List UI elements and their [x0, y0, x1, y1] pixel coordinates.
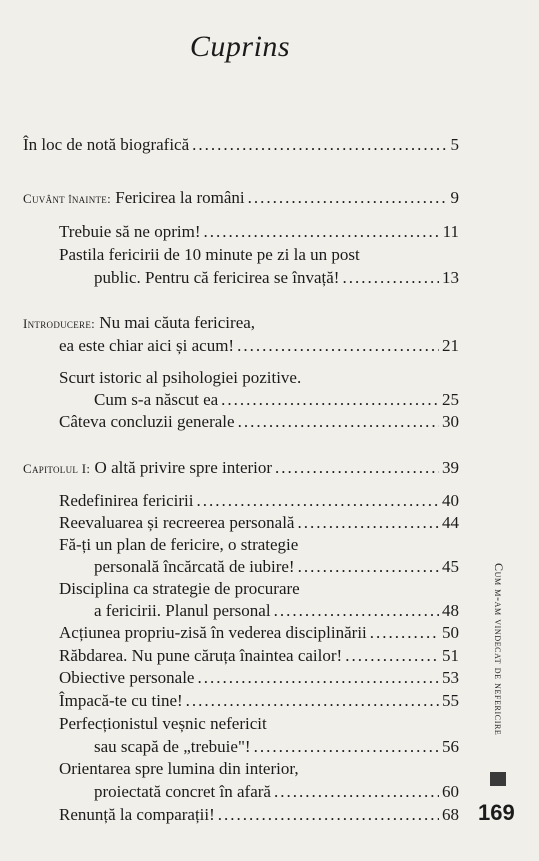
toc-entry — [59, 803, 459, 827]
toc-entry-page: 5 — [450, 135, 459, 154]
dot-leader — [342, 266, 439, 290]
toc-entry-title: personală încărcată de iubire! — [94, 557, 295, 576]
toc-entry-title: Fericirea la români — [111, 188, 245, 207]
toc-entry — [59, 220, 459, 244]
dot-leader — [297, 511, 439, 535]
toc-entry-title: sau scapă de „trebuie"! — [94, 737, 251, 756]
toc-entry-page: 50 — [442, 623, 459, 642]
toc-entry-line: Introducere: Nu mai căuta fericirea, — [23, 313, 256, 332]
toc-entry — [59, 410, 459, 434]
toc-entry — [94, 599, 459, 623]
toc-entry-page: 44 — [442, 513, 459, 532]
toc-entry-page: 30 — [442, 412, 459, 431]
toc-entry-page: 9 — [450, 188, 459, 207]
toc-entry-title: Redefinirea fericirii — [59, 491, 194, 510]
toc-entry — [23, 186, 459, 211]
toc-entry-line: Disciplina ca strategie de procurare — [59, 579, 300, 598]
dot-leader — [345, 644, 439, 668]
toc-entry — [59, 489, 459, 513]
toc-entry-page: 51 — [442, 646, 459, 665]
toc-entry-line: Scurt istoric al psihologiei pozitive. — [59, 368, 302, 387]
toc-entry-line: Fă-ți un plan de fericire, o strategie — [59, 535, 299, 554]
toc-entry-title: Cum s-a născut ea — [94, 390, 219, 409]
toc-entry — [94, 266, 459, 290]
toc-entry-line: Orientarea spre lumina din interior, — [59, 759, 299, 778]
toc-entry-line: Pastila fericirii de 10 minute pe zi la un post — [59, 245, 360, 264]
toc-entry-title: În loc de notă biografică — [23, 135, 190, 154]
toc-entry-title: Obiective personale — [59, 668, 195, 687]
toc-entry-page: 40 — [442, 491, 459, 510]
section-label: Cuvânt înainte: — [23, 191, 112, 206]
dot-leader — [204, 220, 440, 244]
dot-leader — [218, 803, 439, 827]
toc-entry — [59, 644, 459, 668]
dot-leader — [197, 666, 439, 690]
toc-entry-page: 11 — [442, 222, 459, 241]
toc-entry-page: 25 — [442, 390, 459, 409]
dot-leader — [298, 555, 439, 579]
toc-entry-page: 45 — [442, 557, 459, 576]
toc-entry-page: 21 — [442, 336, 459, 355]
dot-leader — [248, 186, 448, 210]
toc-entry — [23, 133, 459, 157]
toc-entry — [59, 511, 459, 535]
toc-entry — [59, 666, 459, 690]
toc-entry-title: ea este chiar aici și acum! — [59, 336, 235, 355]
toc-entry-title: Trebuie să ne oprim! — [59, 222, 201, 241]
page-title: Cuprins — [189, 30, 291, 63]
toc-entry-page: 53 — [442, 668, 459, 687]
dot-leader — [221, 388, 439, 412]
toc-entry-page: 39 — [442, 458, 459, 477]
toc-entry-title: proiectată concret în afară — [94, 782, 271, 801]
toc-entry-page: 56 — [442, 737, 459, 756]
dot-leader — [238, 410, 439, 434]
dot-leader — [275, 456, 439, 480]
toc-entry-title: Câteva concluzii generale — [59, 412, 235, 431]
toc-entry — [23, 456, 459, 481]
toc-entry-title: Împacă-te cu tine! — [59, 691, 183, 710]
dot-leader — [274, 599, 439, 623]
toc-entry-title: Răbdarea. Nu pune căruța înaintea cailor! — [59, 646, 343, 665]
page-number: 169 — [478, 800, 515, 825]
toc-entry — [59, 621, 459, 645]
toc-entry-title: public. Pentru că fericirea se învață! — [94, 268, 340, 287]
toc-entry-page: 60 — [442, 782, 459, 801]
toc-entry-title: Acțiunea propriu-zisă în vederea disciplinării — [59, 623, 367, 642]
toc-entry-line: Perfecționistul veșnic nefericit — [59, 714, 267, 733]
toc-entry-title: Reevaluarea și recreerea personală — [59, 513, 295, 532]
dot-leader — [254, 735, 439, 759]
running-header: Cum m-am vindecat de nefericire — [492, 563, 506, 736]
toc-entry — [94, 388, 459, 412]
toc-entry-page: 13 — [442, 268, 459, 287]
toc-entry-title: Renunță la comparații! — [59, 805, 215, 824]
toc-entry — [59, 689, 459, 713]
dot-leader — [192, 133, 447, 157]
toc-entry-page: 55 — [442, 691, 459, 710]
toc-entry — [59, 334, 459, 358]
toc-entry — [94, 780, 459, 804]
toc-entry-page: 68 — [442, 805, 459, 824]
toc-entry — [94, 735, 459, 759]
section-label: Capitolul I: — [23, 461, 91, 476]
toc-entry — [94, 555, 459, 579]
dot-leader — [186, 689, 439, 713]
section-label: Introducere: — [23, 316, 96, 331]
toc-entry-title: O altă privire spre interior — [90, 458, 273, 477]
dot-leader — [274, 780, 439, 804]
section-marker — [490, 772, 506, 786]
toc-entry-title: a fericirii. Planul personal — [94, 601, 271, 620]
dot-leader — [197, 489, 439, 513]
toc-entry-page: 48 — [442, 601, 459, 620]
dot-leader — [237, 334, 439, 358]
dot-leader — [370, 621, 439, 645]
